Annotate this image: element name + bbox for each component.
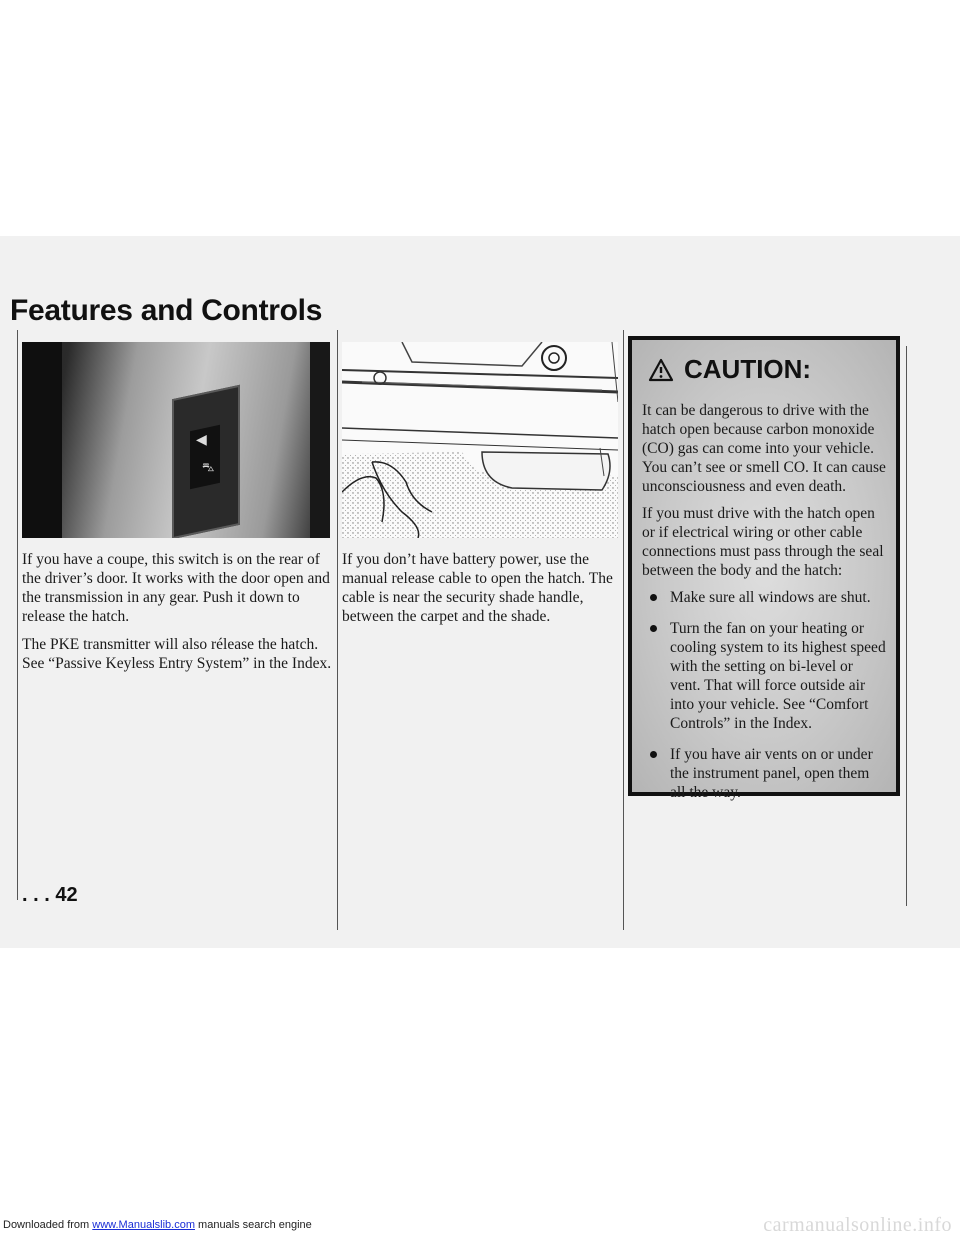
page-number: . . . 42 — [22, 884, 78, 906]
footer-prefix: Downloaded from — [3, 1219, 93, 1231]
left-column-text — [22, 550, 334, 682]
manual-release-paragraph: If you don’t have battery power, use the manual release cable to open the hatch. The cable is near the security shade handle, between the carpet and the shade. — [342, 551, 613, 625]
middle-column-text — [342, 550, 620, 635]
caution-bullet-list — [642, 588, 886, 802]
column-divider-outer — [906, 346, 907, 906]
watermark: carmanualsonline.info — [763, 1214, 952, 1236]
manual-release-cable-illustration — [342, 342, 618, 538]
page-title: Features and Controls — [10, 294, 323, 327]
list-item: If you have air vents on or under the instrument panel, open them all the way. — [642, 745, 886, 802]
hatch-release-switch-photo — [22, 342, 330, 538]
caution-co-paragraph: It can be dangerous to drive with the hatch open because carbon monoxide (CO) gas can come into your vehicle. You can’t see or smell CO. It can cause unconsciousness and even death. — [642, 402, 886, 495]
bullet-icon — [650, 625, 657, 632]
warning-triangle-icon — [648, 358, 674, 382]
photo-edge-shadow — [310, 342, 330, 538]
manualslib-link[interactable]: www.Manualslib.com — [92, 1219, 195, 1231]
coupe-switch-paragraph: If you have a coupe, this switch is on the rear of the driver’s door. It works with the door open and the transmission in any gear. Push it down to release the hatch. — [22, 551, 330, 625]
column-divider-middle — [337, 330, 338, 930]
list-item: Make sure all windows are shut. — [642, 588, 886, 607]
door-pillar — [22, 342, 62, 538]
caution-title: CAUTION: — [684, 354, 812, 384]
bullet-icon — [650, 751, 657, 758]
pke-transmitter-paragraph: The PKE transmitter will also rélease the hatch. See “Passive Keyless Entry System” in the Index. — [22, 636, 332, 672]
release-cable-drawing — [342, 342, 618, 538]
footer-suffix: manuals search engine — [194, 1219, 312, 1231]
bullet-icon — [650, 594, 657, 601]
column-divider-right — [623, 330, 624, 930]
caution-header — [648, 354, 886, 385]
caution-drive-open-paragraph: If you must drive with the hatch open or if electrical wiring or other cable connections must pass through the seal between the body and the hatch: — [642, 505, 884, 579]
list-item: Turn the fan on your heating or cooling system to its highest speed with the setting on bi-level or vent. That will force outside air into your vehicle. See “Comfort Controls” in the Index. — [642, 619, 886, 733]
arrow-down-icon: ◀ — [196, 432, 207, 448]
caution-box — [628, 336, 900, 801]
column-divider-left — [17, 330, 18, 900]
car-hatch-icon: ⛍ — [202, 460, 215, 474]
download-footer — [3, 1219, 312, 1231]
